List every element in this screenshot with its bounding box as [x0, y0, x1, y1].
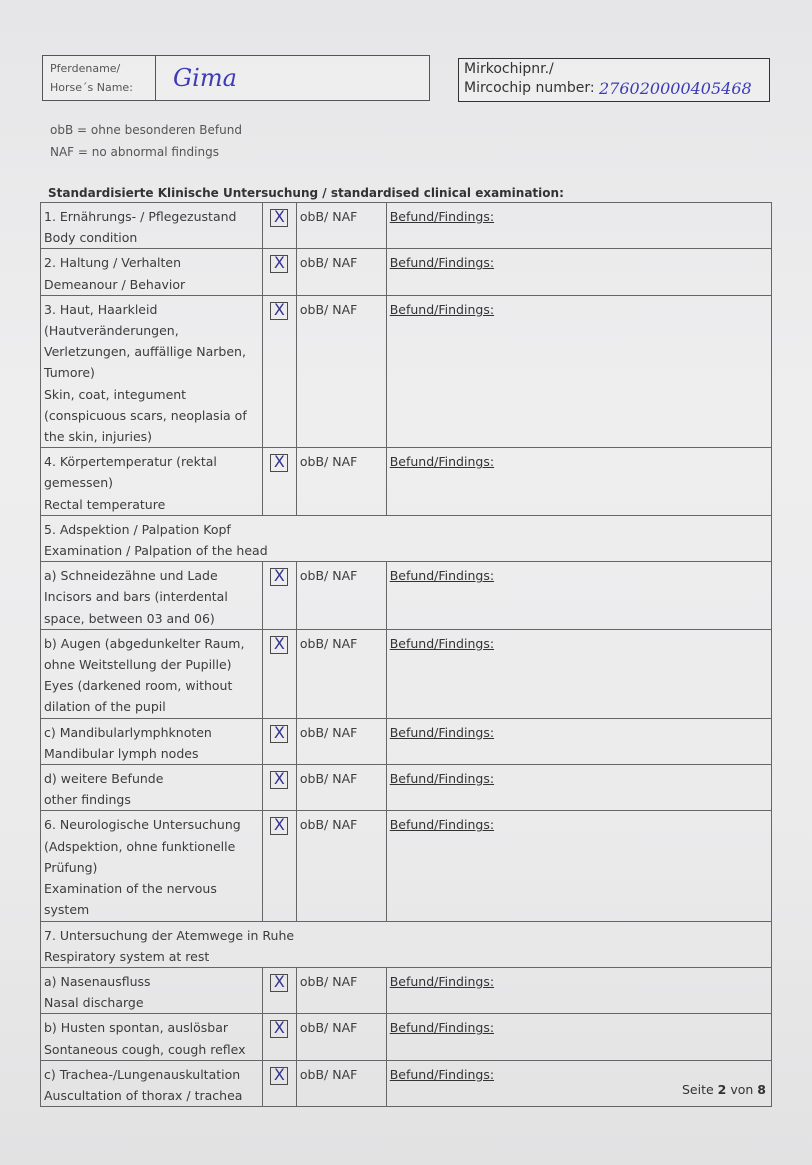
exam-item-label	[41, 515, 772, 561]
microchip-value: 276020000405468	[599, 79, 752, 98]
horse-name-value: Gima	[173, 64, 237, 92]
findings-cell[interactable]	[386, 562, 771, 630]
exam-item-line: 3. Haut, Haarkleid	[44, 301, 158, 317]
page-total: 8	[757, 1082, 766, 1097]
exam-item-line: Skin, coat, integument	[44, 386, 187, 402]
exam-item-line: a) Nasenausfluss	[44, 973, 151, 989]
exam-item-line: Incisors and bars (interdental	[44, 589, 228, 605]
legend-naf: NAF = no abnormal findings	[50, 145, 219, 159]
naf-checkbox-cell	[262, 562, 296, 630]
exam-item-line: 7. Untersuchung der Atemwege in Ruhe	[44, 927, 295, 943]
naf-checkbox-cell	[262, 1060, 296, 1106]
exam-item-label	[41, 249, 263, 295]
check-mark: X	[273, 253, 285, 273]
exam-item-line: (conspicuous scars, neoplasia of	[44, 407, 247, 423]
exam-item-line: ohne Weitstellung der Pupille)	[44, 657, 232, 673]
microchip-box	[458, 58, 770, 102]
naf-label: obB/ NAF	[296, 718, 386, 764]
findings-cell[interactable]	[386, 448, 771, 516]
exam-item-line: system	[44, 902, 90, 918]
naf-label: obB/ NAF	[296, 765, 386, 811]
exam-item-line: Verletzungen, auffällige Narben,	[44, 344, 246, 360]
naf-label: obB/ NAF	[296, 203, 386, 249]
check-mark: X	[273, 769, 285, 789]
naf-checkbox-cell	[262, 765, 296, 811]
findings-label: Befund/Findings:	[389, 568, 495, 584]
findings-label: Befund/Findings:	[389, 1020, 495, 1036]
exam-item-line: Examination of the nervous	[44, 881, 217, 897]
check-mark: X	[273, 566, 285, 586]
exam-item-line: 4. Körpertemperatur (rektal	[44, 454, 217, 470]
exam-item-label	[41, 629, 263, 718]
naf-checkbox-cell	[262, 448, 296, 516]
exam-table	[40, 202, 772, 1107]
exam-item-line: Tumore)	[44, 365, 95, 381]
naf-label: obB/ NAF	[296, 811, 386, 921]
exam-row	[41, 249, 772, 295]
exam-row	[41, 967, 772, 1013]
exam-item-line: 2. Haltung / Verhalten	[44, 255, 182, 271]
naf-checkbox-cell	[262, 249, 296, 295]
exam-item-line: Respiratory system at rest	[44, 948, 210, 964]
exam-item-line: the skin, injuries)	[44, 429, 153, 445]
naf-checkbox-cell	[262, 967, 296, 1013]
naf-checkbox[interactable]	[270, 1064, 288, 1085]
exam-item-line: c) Trachea-/Lungenauskultation	[44, 1066, 241, 1082]
exam-item-label	[41, 203, 263, 249]
exam-row	[41, 448, 772, 516]
naf-checkbox[interactable]	[270, 633, 288, 654]
findings-cell[interactable]	[386, 249, 771, 295]
findings-cell[interactable]	[386, 629, 771, 718]
findings-label: Befund/Findings:	[389, 724, 495, 740]
horse-name-label-cell	[43, 56, 156, 100]
horse-name-label-de: Pferdename/	[50, 62, 121, 75]
legend-obb: obB = ohne besonderen Befund	[50, 123, 242, 137]
findings-cell[interactable]	[386, 1014, 771, 1060]
exam-row	[41, 811, 772, 921]
naf-checkbox-cell	[262, 718, 296, 764]
exam-item-line: Sontaneous cough, cough reflex	[44, 1041, 246, 1057]
findings-cell[interactable]	[386, 203, 771, 249]
naf-checkbox-cell	[262, 203, 296, 249]
naf-checkbox[interactable]	[270, 454, 288, 472]
findings-label: Befund/Findings:	[389, 771, 495, 787]
page-mid: von	[730, 1082, 754, 1097]
page-prefix: Seite	[681, 1082, 714, 1097]
findings-label: Befund/Findings:	[389, 817, 495, 833]
findings-label: Befund/Findings:	[389, 973, 495, 989]
exam-row	[41, 765, 772, 811]
exam-item-line: 5. Adspektion / Palpation Kopf	[44, 521, 231, 537]
exam-row	[41, 203, 772, 249]
exam-row	[41, 921, 772, 967]
exam-item-line: Mandibular lymph nodes	[44, 745, 199, 761]
exam-item-label	[41, 448, 263, 516]
page-current: 2	[717, 1082, 727, 1097]
exam-row	[41, 1014, 772, 1060]
naf-checkbox[interactable]	[270, 817, 288, 835]
page-number	[682, 1082, 766, 1097]
naf-label: obB/ NAF	[296, 629, 386, 718]
check-mark: X	[273, 1018, 285, 1038]
findings-cell[interactable]	[386, 765, 771, 811]
exam-item-line: b) Augen (abgedunkelter Raum,	[44, 635, 245, 651]
check-mark: X	[273, 633, 285, 653]
exam-item-line: b) Husten spontan, auslösbar	[44, 1020, 229, 1036]
exam-item-label	[41, 765, 263, 811]
naf-label: obB/ NAF	[296, 1060, 386, 1106]
exam-table-body	[41, 203, 772, 1107]
exam-item-label	[41, 718, 263, 764]
findings-label: Befund/Findings:	[389, 1066, 495, 1082]
exam-item-line: (Adspektion, ohne funktionelle	[44, 838, 236, 854]
exam-item-line: c) Mandibularlymphknoten	[44, 724, 212, 740]
exam-row	[41, 295, 772, 447]
microchip-label-en: Mircochip number:	[464, 80, 595, 96]
findings-cell[interactable]	[386, 295, 771, 447]
exam-item-line: Prüfung)	[44, 859, 98, 875]
naf-checkbox-cell	[262, 811, 296, 921]
findings-label: Befund/Findings:	[389, 209, 495, 224]
naf-label: obB/ NAF	[296, 249, 386, 295]
naf-checkbox[interactable]	[270, 971, 288, 992]
exam-item-line: other findings	[44, 792, 131, 808]
exam-row	[41, 718, 772, 764]
exam-row	[41, 1060, 772, 1106]
microchip-label-de: Mirkochipnr./	[464, 61, 554, 77]
exam-item-line: Nasal discharge	[44, 995, 144, 1011]
naf-checkbox[interactable]	[270, 255, 288, 273]
naf-label: obB/ NAF	[296, 1014, 386, 1060]
exam-item-line: d) weitere Befunde	[44, 771, 164, 787]
section-title: Standardisierte Klinische Untersuchung / standardised clinical examination:	[48, 186, 564, 200]
exam-item-line: Eyes (darkened room, without	[44, 678, 233, 694]
exam-item-line: Demeanour / Behavior	[44, 276, 186, 292]
findings-label: Befund/Findings:	[389, 454, 495, 470]
naf-checkbox-cell	[262, 629, 296, 718]
exam-row	[41, 515, 772, 561]
findings-cell[interactable]	[386, 718, 771, 764]
exam-item-line: 6. Neurologische Untersuchung	[44, 817, 241, 833]
naf-checkbox-cell	[262, 1014, 296, 1060]
findings-cell[interactable]	[386, 811, 771, 921]
exam-item-line: Body condition	[44, 230, 138, 246]
check-mark: X	[273, 299, 285, 319]
naf-label: obB/ NAF	[296, 448, 386, 516]
exam-item-line: space, between 03 and 06)	[44, 610, 215, 626]
exam-item-label	[41, 295, 263, 447]
exam-item-line: Examination / Palpation of the head	[44, 543, 268, 559]
naf-checkbox[interactable]	[270, 209, 288, 227]
naf-label: obB/ NAF	[296, 967, 386, 1013]
exam-item-line: dilation of the pupil	[44, 699, 166, 715]
check-mark: X	[273, 815, 285, 835]
exam-item-line: Rectal temperature	[44, 496, 166, 512]
check-mark: X	[273, 207, 285, 226]
check-mark: X	[273, 722, 285, 742]
exam-item-line: 1. Ernährungs- / Pflegezustand	[44, 209, 237, 224]
exam-item-label	[41, 562, 263, 630]
naf-checkbox[interactable]	[270, 722, 288, 743]
findings-cell[interactable]	[386, 967, 771, 1013]
naf-checkbox[interactable]	[270, 1020, 288, 1038]
exam-item-line: (Hautveränderungen,	[44, 323, 179, 339]
naf-checkbox[interactable]	[270, 299, 288, 320]
exam-item-line: gemessen)	[44, 475, 114, 491]
naf-checkbox-cell	[262, 295, 296, 447]
exam-item-line: Auscultation of thorax / trachea	[44, 1087, 243, 1103]
exam-item-line: a) Schneidezähne und Lade	[44, 568, 218, 584]
exam-item-label	[41, 1060, 263, 1106]
exam-item-label	[41, 921, 772, 967]
check-mark: X	[273, 971, 285, 991]
findings-label: Befund/Findings:	[389, 635, 495, 651]
naf-label: obB/ NAF	[296, 562, 386, 630]
exam-item-label	[41, 967, 263, 1013]
exam-row	[41, 562, 772, 630]
naf-checkbox[interactable]	[270, 771, 288, 789]
check-mark: X	[273, 1064, 285, 1084]
horse-name-label-en: Horse´s Name:	[50, 81, 133, 94]
findings-label: Befund/Findings:	[389, 301, 495, 317]
exam-item-label	[41, 1014, 263, 1060]
naf-label: obB/ NAF	[296, 295, 386, 447]
naf-checkbox[interactable]	[270, 568, 288, 586]
findings-label: Befund/Findings:	[389, 255, 495, 271]
check-mark: X	[273, 452, 285, 472]
exam-item-label	[41, 811, 263, 921]
horse-name-box	[42, 55, 430, 101]
exam-row	[41, 629, 772, 718]
